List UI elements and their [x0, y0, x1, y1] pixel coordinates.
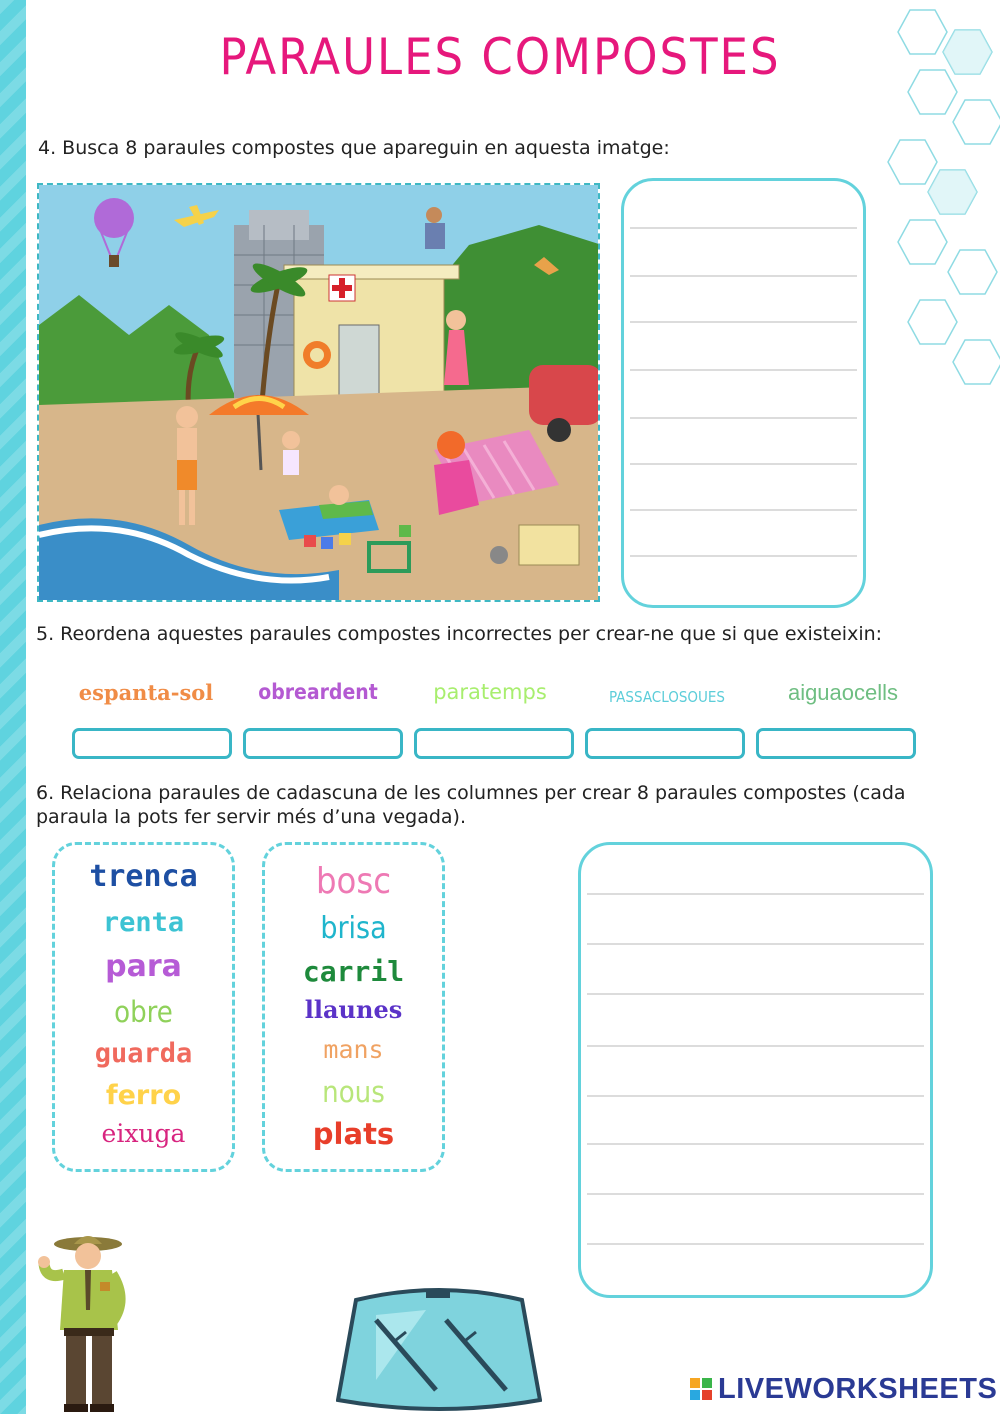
- column-word: eixuga: [101, 1119, 186, 1148]
- question-4-answer-box[interactable]: [621, 178, 866, 608]
- word-column-b: [262, 842, 445, 1172]
- liveworksheets-brand: [690, 1372, 997, 1406]
- answer-input-2[interactable]: [243, 728, 403, 759]
- answer-line: [587, 1045, 924, 1047]
- column-word: para: [105, 949, 182, 984]
- answer-input-5[interactable]: [756, 728, 916, 759]
- scrambled-word: obreardent: [258, 680, 378, 704]
- answer-input-3[interactable]: [414, 728, 574, 759]
- answer-line: [630, 509, 857, 511]
- answer-input-1[interactable]: [72, 728, 232, 759]
- column-word: trenca: [89, 859, 198, 894]
- column-word: renta: [102, 907, 185, 938]
- scrambled-word: PASSACLOSOUES: [609, 688, 725, 706]
- answer-line: [630, 275, 857, 277]
- question-6-answer-box[interactable]: [578, 842, 933, 1298]
- answer-line: [630, 417, 857, 419]
- answer-line: [630, 227, 857, 229]
- answer-line: [587, 1193, 924, 1195]
- column-word: llaunes: [304, 995, 403, 1024]
- word-column-a: [52, 842, 235, 1172]
- scrambled-word: aiguaocells: [787, 680, 899, 705]
- column-word: guarda: [94, 1038, 193, 1069]
- forest-ranger-illustration: [30, 1230, 140, 1414]
- answer-line: [587, 993, 924, 995]
- page-title: PARAULES COMPOSTES: [219, 28, 781, 86]
- answer-line: [587, 1243, 924, 1245]
- answer-line: [630, 369, 857, 371]
- answer-line: [587, 1095, 924, 1097]
- liveworksheets-logo-icon: [690, 1378, 712, 1400]
- answer-line: [587, 893, 924, 895]
- column-word: brisa: [320, 911, 387, 946]
- answer-line: [630, 555, 857, 557]
- windshield-wiper-illustration: [336, 1280, 542, 1414]
- scrambled-word: paratemps: [433, 680, 547, 704]
- scrambled-word: espanta-sol: [78, 680, 214, 705]
- column-word: nous: [322, 1075, 385, 1109]
- answer-input-4[interactable]: [585, 728, 745, 759]
- question-5-text: 5. Reordena aquestes paraules compostes incorrectes per crear-ne que si que existeixin:: [36, 623, 883, 645]
- answer-line: [587, 1143, 924, 1145]
- column-word: bosc: [315, 861, 392, 902]
- answer-line: [587, 943, 924, 945]
- column-word: carril: [302, 955, 405, 988]
- column-word: obre: [114, 995, 173, 1029]
- question-6-text: 6. Relaciona paraules de cadascuna de les columnes per crear 8 paraules compostes (cada paraula la pots fer servir més d’una vegada).: [36, 782, 906, 828]
- left-decorative-stripe: [0, 0, 26, 1414]
- column-word: ferro: [105, 1080, 182, 1111]
- column-word: mans: [323, 1035, 384, 1064]
- question-4-text: 4. Busca 8 paraules compostes que apareguin en aquesta imatge:: [38, 137, 670, 159]
- answer-line: [630, 463, 857, 465]
- brand-name: LIVEWORKSHEETS: [718, 1372, 998, 1405]
- beach-scene-illustration: [37, 183, 600, 602]
- column-word: plats: [312, 1117, 395, 1151]
- answer-line: [630, 321, 857, 323]
